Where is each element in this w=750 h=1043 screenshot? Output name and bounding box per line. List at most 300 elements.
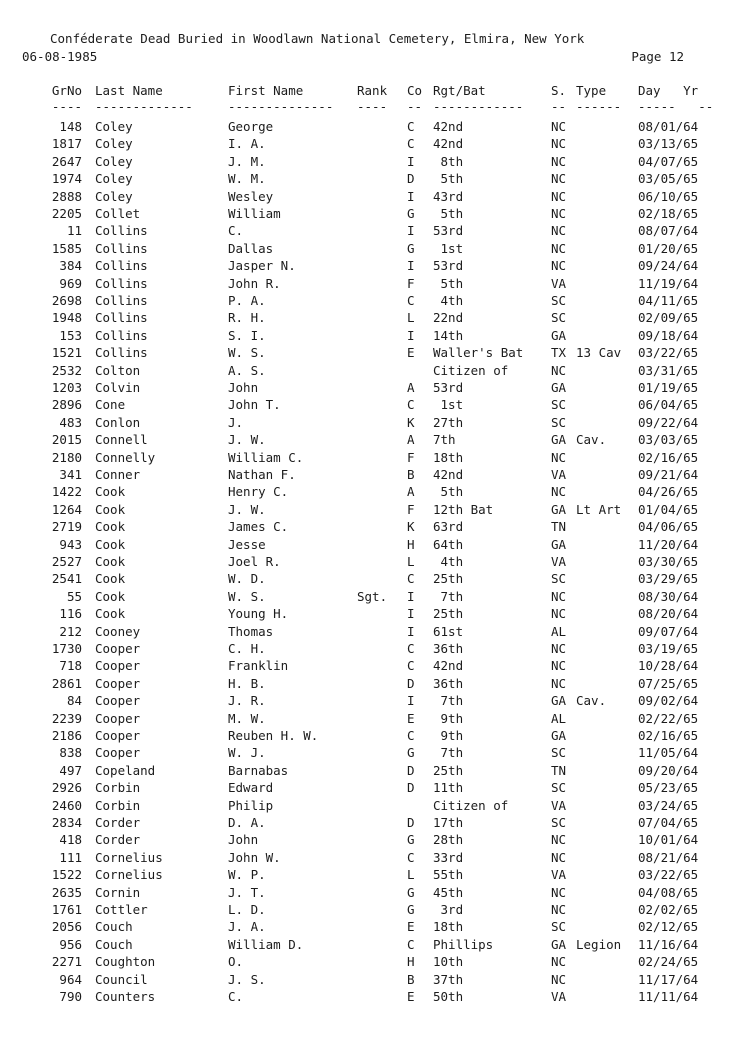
cell-regiment: 18th xyxy=(433,919,464,935)
cell-state: SC xyxy=(551,780,567,796)
cell-state: NC xyxy=(551,641,567,656)
cell-date: 10/28/64 xyxy=(638,658,699,674)
cell-last-name: Council xyxy=(95,971,148,987)
cell-first-name: W. S. xyxy=(228,588,266,604)
cell-date: 02/24/65 xyxy=(638,954,699,970)
cell-state: NC xyxy=(551,171,567,187)
cell-grno: 718 xyxy=(59,658,82,674)
cell-grno: 148 xyxy=(59,119,82,134)
cell-grno: 1761 xyxy=(51,902,82,917)
cell-company: A xyxy=(407,432,415,448)
cell-regiment: 45th xyxy=(433,884,464,900)
cell-last-name: Cook xyxy=(95,606,126,622)
cell-first-name: Thomas xyxy=(228,623,274,639)
cell-last-name: Colton xyxy=(95,362,141,378)
cell-company: C xyxy=(407,293,415,308)
cell-first-name: J. xyxy=(228,414,244,430)
cell-grno: 2888 xyxy=(51,188,82,204)
table-row xyxy=(0,466,750,483)
cell-last-name: Collins xyxy=(95,293,148,308)
cell-last-name: Couch xyxy=(95,919,133,935)
cell-first-name: Barnabas xyxy=(228,762,289,778)
table-row xyxy=(0,379,750,396)
cell-regiment: 1st xyxy=(433,240,464,256)
cell-regiment: 10th xyxy=(433,954,464,970)
table-row xyxy=(0,240,750,257)
cell-company: I xyxy=(407,188,415,204)
cell-first-name: C. xyxy=(228,989,244,1004)
table-row xyxy=(0,553,750,570)
cell-grno: 2056 xyxy=(51,919,82,935)
cell-state: SC xyxy=(551,310,567,326)
table-row xyxy=(0,118,750,135)
cell-company: C xyxy=(407,641,415,656)
cell-company: I xyxy=(407,327,415,343)
cell-first-name: S. I. xyxy=(228,327,266,343)
cell-date: 11/11/64 xyxy=(638,989,699,1004)
cell-grno: 2698 xyxy=(51,293,82,308)
cell-date: 02/16/65 xyxy=(638,449,699,465)
table-row xyxy=(0,710,750,727)
cell-first-name: J. M. xyxy=(228,153,266,169)
cell-last-name: Colvin xyxy=(95,380,141,395)
cell-first-name: Franklin xyxy=(228,658,289,674)
cell-date: 03/19/65 xyxy=(638,641,699,656)
cell-last-name: Cook xyxy=(95,536,126,552)
cell-first-name: Henry C. xyxy=(228,484,289,500)
cell-regiment: 22nd xyxy=(433,310,464,326)
cell-date: 03/03/65 xyxy=(638,432,699,448)
cell-regiment: 28th xyxy=(433,832,464,848)
cell-date: 09/21/64 xyxy=(638,467,699,482)
cell-regiment: 7th xyxy=(433,745,464,761)
cell-date: 04/06/65 xyxy=(638,519,699,535)
cell-last-name: Coughton xyxy=(95,954,156,970)
cell-grno: 483 xyxy=(59,414,82,430)
cell-date: 01/19/65 xyxy=(638,380,699,395)
cell-company: D xyxy=(407,815,415,830)
cell-date: 09/22/64 xyxy=(638,414,699,430)
cell-state: GA xyxy=(551,432,567,448)
cell-regiment: 12th Bat xyxy=(433,501,494,517)
cell-company: I xyxy=(407,623,415,639)
cell-grno: 2015 xyxy=(51,432,82,448)
table-row xyxy=(0,675,750,692)
cell-grno: 2527 xyxy=(51,554,82,569)
cell-first-name: A. S. xyxy=(228,362,266,378)
cell-date: 06/04/65 xyxy=(638,397,699,413)
cell-company: C xyxy=(407,571,415,587)
cell-state: NC xyxy=(551,849,567,865)
cell-state: SC xyxy=(551,414,567,430)
cell-regiment: 1st xyxy=(433,397,464,413)
table-row xyxy=(0,797,750,814)
cell-last-name: Collins xyxy=(95,310,148,326)
table-row xyxy=(0,814,750,831)
cell-last-name: Collins xyxy=(95,345,148,361)
table-row xyxy=(0,849,750,866)
cell-last-name: Coley xyxy=(95,153,133,169)
cell-regiment: 3rd xyxy=(433,902,464,917)
table-row xyxy=(0,501,750,518)
header-company: Co xyxy=(407,83,423,98)
cell-regiment: 17th xyxy=(433,815,464,830)
cell-first-name: J. R. xyxy=(228,693,266,709)
cell-state: NC xyxy=(551,119,567,134)
table-row xyxy=(0,188,750,205)
table-row xyxy=(0,362,750,379)
cell-company: I xyxy=(407,223,415,239)
cell-last-name: Collins xyxy=(95,240,148,256)
cell-grno: 497 xyxy=(59,762,82,778)
cell-first-name: Edward xyxy=(228,780,274,796)
cell-state: SC xyxy=(551,293,567,308)
cell-company: D xyxy=(407,171,415,187)
cell-state: SC xyxy=(551,919,567,935)
cell-grno: 2635 xyxy=(51,884,82,900)
cell-type: 13 Cav xyxy=(576,345,622,361)
cell-date: 09/20/64 xyxy=(638,762,699,778)
table-row xyxy=(0,744,750,761)
table-row xyxy=(0,762,750,779)
table-row xyxy=(0,275,750,292)
cell-company: F xyxy=(407,275,415,291)
cell-grno: 341 xyxy=(59,467,82,482)
cell-company: G xyxy=(407,206,415,221)
cell-last-name: Cook xyxy=(95,588,126,604)
cell-date: 05/23/65 xyxy=(638,780,699,796)
cell-grno: 1585 xyxy=(51,240,82,256)
cell-state: NC xyxy=(551,675,567,691)
cell-regiment: 25th xyxy=(433,571,464,587)
cell-company: K xyxy=(407,519,415,535)
cell-grno: 2239 xyxy=(51,710,82,726)
cell-first-name: W. S. xyxy=(228,345,266,361)
cell-regiment: Citizen of xyxy=(433,797,509,813)
cell-company: A xyxy=(407,380,415,395)
cell-grno: 1730 xyxy=(51,641,82,656)
cell-state: NC xyxy=(551,588,567,604)
cell-last-name: Collet xyxy=(95,206,141,221)
cell-grno: 212 xyxy=(59,623,82,639)
cell-last-name: Cook xyxy=(95,484,126,500)
cell-company: I xyxy=(407,588,415,604)
cell-first-name: Nathan F. xyxy=(228,467,296,482)
table-row xyxy=(0,431,750,448)
cell-first-name: W. J. xyxy=(228,745,266,761)
cell-first-name: John W. xyxy=(228,849,281,865)
cell-last-name: Cooper xyxy=(95,745,141,761)
cell-state: NC xyxy=(551,206,567,221)
cell-regiment: 14th xyxy=(433,327,464,343)
cell-regiment: 25th xyxy=(433,606,464,622)
cell-regiment: 7th xyxy=(433,588,464,604)
cell-grno: 55 xyxy=(66,588,82,604)
cell-last-name: Coley xyxy=(95,171,133,187)
cell-state: NC xyxy=(551,606,567,622)
header-day-year: Day Yr xyxy=(638,83,699,98)
cell-grno: 2541 xyxy=(51,571,82,587)
cell-date: 11/17/64 xyxy=(638,971,699,987)
cell-last-name: Cottler xyxy=(95,902,148,917)
cell-state: TN xyxy=(551,762,567,778)
cell-last-name: Copeland xyxy=(95,762,156,778)
cell-last-name: Connelly xyxy=(95,449,156,465)
cell-regiment: Citizen of xyxy=(433,362,509,378)
cell-last-name: Corbin xyxy=(95,780,141,796)
cell-company: H xyxy=(407,536,415,552)
cell-state: GA xyxy=(551,327,567,343)
cell-date: 03/31/65 xyxy=(638,362,699,378)
cell-grno: 153 xyxy=(59,327,82,343)
underline-company: -- xyxy=(407,99,423,114)
cell-first-name: George xyxy=(228,119,274,134)
cell-grno: 2861 xyxy=(51,675,82,691)
cell-grno: 2205 xyxy=(51,206,82,221)
cell-last-name: Collins xyxy=(95,258,148,274)
cell-last-name: Cook xyxy=(95,554,126,569)
cell-regiment: 4th xyxy=(433,554,464,569)
cell-company: I xyxy=(407,153,415,169)
cell-date: 02/22/65 xyxy=(638,710,699,726)
header-last-name: Last Name xyxy=(95,83,163,98)
underline-rank: ---- xyxy=(357,99,388,114)
cell-last-name: Cooper xyxy=(95,675,141,691)
cell-first-name: J. W. xyxy=(228,432,266,448)
cell-regiment: 5th xyxy=(433,275,464,291)
cell-date: 09/24/64 xyxy=(638,258,699,274)
underline-grno: ---- xyxy=(51,99,82,114)
cell-grno: 2719 xyxy=(51,519,82,535)
cell-company: C xyxy=(407,136,415,152)
cell-date: 07/25/65 xyxy=(638,675,699,691)
cell-date: 02/02/65 xyxy=(638,902,699,917)
cell-last-name: Collins xyxy=(95,275,148,291)
cell-first-name: W. M. xyxy=(228,171,266,187)
table-row xyxy=(0,901,750,918)
cell-type: Cav. xyxy=(576,432,607,448)
cell-grno: 384 xyxy=(59,258,82,274)
cell-last-name: Couch xyxy=(95,936,133,952)
cell-date: 04/26/65 xyxy=(638,484,699,500)
cell-state: NC xyxy=(551,484,567,500)
cell-company: I xyxy=(407,258,415,274)
header-rank: Rank xyxy=(357,83,388,98)
cell-state: VA xyxy=(551,867,567,883)
cell-date: 04/07/65 xyxy=(638,153,699,169)
table-row xyxy=(0,344,750,361)
cell-state: AL xyxy=(551,710,567,726)
cell-date: 08/07/64 xyxy=(638,223,699,239)
underline-regiment: ------------ xyxy=(433,99,524,114)
underline-last-name: ------------- xyxy=(95,99,193,114)
cell-first-name: O. xyxy=(228,954,244,970)
table-row xyxy=(0,605,750,622)
cell-state: VA xyxy=(551,275,567,291)
cell-company: K xyxy=(407,414,415,430)
cell-state: VA xyxy=(551,554,567,569)
cell-state: GA xyxy=(551,501,567,517)
cell-grno: 2926 xyxy=(51,780,82,796)
table-row xyxy=(0,414,750,431)
cell-date: 06/10/65 xyxy=(638,188,699,204)
cell-type: Lt Art xyxy=(576,501,622,517)
cell-regiment: 53rd xyxy=(433,223,464,239)
cell-regiment: 53rd xyxy=(433,258,464,274)
cell-company: G xyxy=(407,902,415,917)
cell-date: 02/18/65 xyxy=(638,206,699,221)
cell-company: I xyxy=(407,606,415,622)
cell-date: 03/05/65 xyxy=(638,171,699,187)
cell-first-name: W. D. xyxy=(228,571,266,587)
cell-state: TX xyxy=(551,345,567,361)
cell-state: AL xyxy=(551,623,567,639)
cell-date: 02/09/65 xyxy=(638,310,699,326)
cell-last-name: Conner xyxy=(95,467,141,482)
cell-company: L xyxy=(407,867,415,883)
cell-date: 03/13/65 xyxy=(638,136,699,152)
cell-date: 03/22/65 xyxy=(638,345,699,361)
cell-last-name: Cook xyxy=(95,519,126,535)
cell-company: F xyxy=(407,501,415,517)
cell-grno: 418 xyxy=(59,832,82,848)
cell-state: NC xyxy=(551,153,567,169)
cell-last-name: Cook xyxy=(95,571,126,587)
cell-last-name: Corder xyxy=(95,815,141,830)
cell-state: GA xyxy=(551,936,567,952)
table-row xyxy=(0,483,750,500)
cell-first-name: Dallas xyxy=(228,240,274,256)
cell-state: SC xyxy=(551,815,567,830)
table-row xyxy=(0,292,750,309)
table-row xyxy=(0,640,750,657)
cell-state: NC xyxy=(551,954,567,970)
cell-date: 08/30/64 xyxy=(638,588,699,604)
cell-first-name: Jesse xyxy=(228,536,266,552)
cell-last-name: Cooper xyxy=(95,641,141,656)
cell-last-name: Coley xyxy=(95,119,133,134)
cell-regiment: 43rd xyxy=(433,188,464,204)
cell-regiment: 37th xyxy=(433,971,464,987)
cell-regiment: 5th xyxy=(433,206,464,221)
cell-company: C xyxy=(407,397,415,413)
cell-state: GA xyxy=(551,728,567,743)
cell-date: 01/04/65 xyxy=(638,501,699,517)
table-row xyxy=(0,953,750,970)
cell-state: GA xyxy=(551,536,567,552)
cell-regiment: 55th xyxy=(433,867,464,883)
table-row xyxy=(0,170,750,187)
table-row xyxy=(0,918,750,935)
cell-date: 03/29/65 xyxy=(638,571,699,587)
table-row xyxy=(0,205,750,222)
table-row xyxy=(0,588,750,605)
cell-state: NC xyxy=(551,658,567,674)
cell-grno: 1522 xyxy=(51,867,82,883)
cell-date: 07/04/65 xyxy=(638,815,699,830)
header-underline xyxy=(0,98,750,115)
cell-date: 09/02/64 xyxy=(638,693,699,709)
cell-first-name: H. B. xyxy=(228,675,266,691)
cell-date: 11/19/64 xyxy=(638,275,699,291)
table-row xyxy=(0,536,750,553)
document-title: Conféderate Dead Buried in Woodlawn National Cemetery, Elmira, New York xyxy=(50,31,585,46)
cell-state: GA xyxy=(551,693,567,709)
cell-company: E xyxy=(407,919,415,935)
cell-last-name: Cooper xyxy=(95,710,141,726)
cell-date: 02/12/65 xyxy=(638,919,699,935)
cell-grno: 838 xyxy=(59,745,82,761)
cell-regiment: 36th xyxy=(433,675,464,691)
table-row xyxy=(0,518,750,535)
cell-date: 04/11/65 xyxy=(638,293,699,308)
underline-first-name: -------------- xyxy=(228,99,334,114)
table-row xyxy=(0,449,750,466)
cell-first-name: J. W. xyxy=(228,501,266,517)
cell-last-name: Counters xyxy=(95,989,156,1004)
cell-state: VA xyxy=(551,989,567,1004)
column-headers xyxy=(0,82,750,99)
cell-regiment: Waller's Bat xyxy=(433,345,524,361)
cell-first-name: William C. xyxy=(228,449,304,465)
cell-company: C xyxy=(407,849,415,865)
cell-company: H xyxy=(407,954,415,970)
cell-regiment: 9th xyxy=(433,728,464,743)
cell-company: B xyxy=(407,971,415,987)
cell-last-name: Cooper xyxy=(95,693,141,709)
header-type: Type xyxy=(576,83,607,98)
cell-regiment: 11th xyxy=(433,780,464,796)
cell-regiment: 9th xyxy=(433,710,464,726)
table-row xyxy=(0,866,750,883)
cell-regiment: 42nd xyxy=(433,119,464,134)
cell-grno: 2460 xyxy=(51,797,82,813)
header-grno: GrNo xyxy=(51,83,82,98)
cell-grno: 2647 xyxy=(51,153,82,169)
cell-grno: 2896 xyxy=(51,397,82,413)
cell-date: 11/20/64 xyxy=(638,536,699,552)
cell-grno: 111 xyxy=(59,849,82,865)
cell-state: NC xyxy=(551,832,567,848)
cell-last-name: Collins xyxy=(95,327,148,343)
cell-last-name: Cone xyxy=(95,397,126,413)
cell-state: TN xyxy=(551,519,567,535)
cell-last-name: Connell xyxy=(95,432,148,448)
cell-regiment: 33rd xyxy=(433,849,464,865)
cell-state: VA xyxy=(551,797,567,813)
cell-last-name: Cooper xyxy=(95,728,141,743)
cell-company: A xyxy=(407,484,415,500)
table-row xyxy=(0,884,750,901)
cell-company: G xyxy=(407,832,415,848)
cell-date: 10/01/64 xyxy=(638,832,699,848)
cell-first-name: Philip xyxy=(228,797,274,813)
cell-company: E xyxy=(407,989,415,1004)
cell-first-name: Jasper N. xyxy=(228,258,296,274)
cell-grno: 84 xyxy=(66,693,82,709)
cell-company: D xyxy=(407,762,415,778)
cell-regiment: 61st xyxy=(433,623,464,639)
cell-grno: 1948 xyxy=(51,310,82,326)
cell-regiment: 7th xyxy=(433,432,456,448)
table-row xyxy=(0,971,750,988)
cell-company: C xyxy=(407,728,415,743)
cell-type: Legion xyxy=(576,936,622,952)
cell-first-name: Wesley xyxy=(228,188,274,204)
cell-last-name: Corbin xyxy=(95,797,141,813)
cell-first-name: W. P. xyxy=(228,867,266,883)
cell-date: 08/21/64 xyxy=(638,849,699,865)
